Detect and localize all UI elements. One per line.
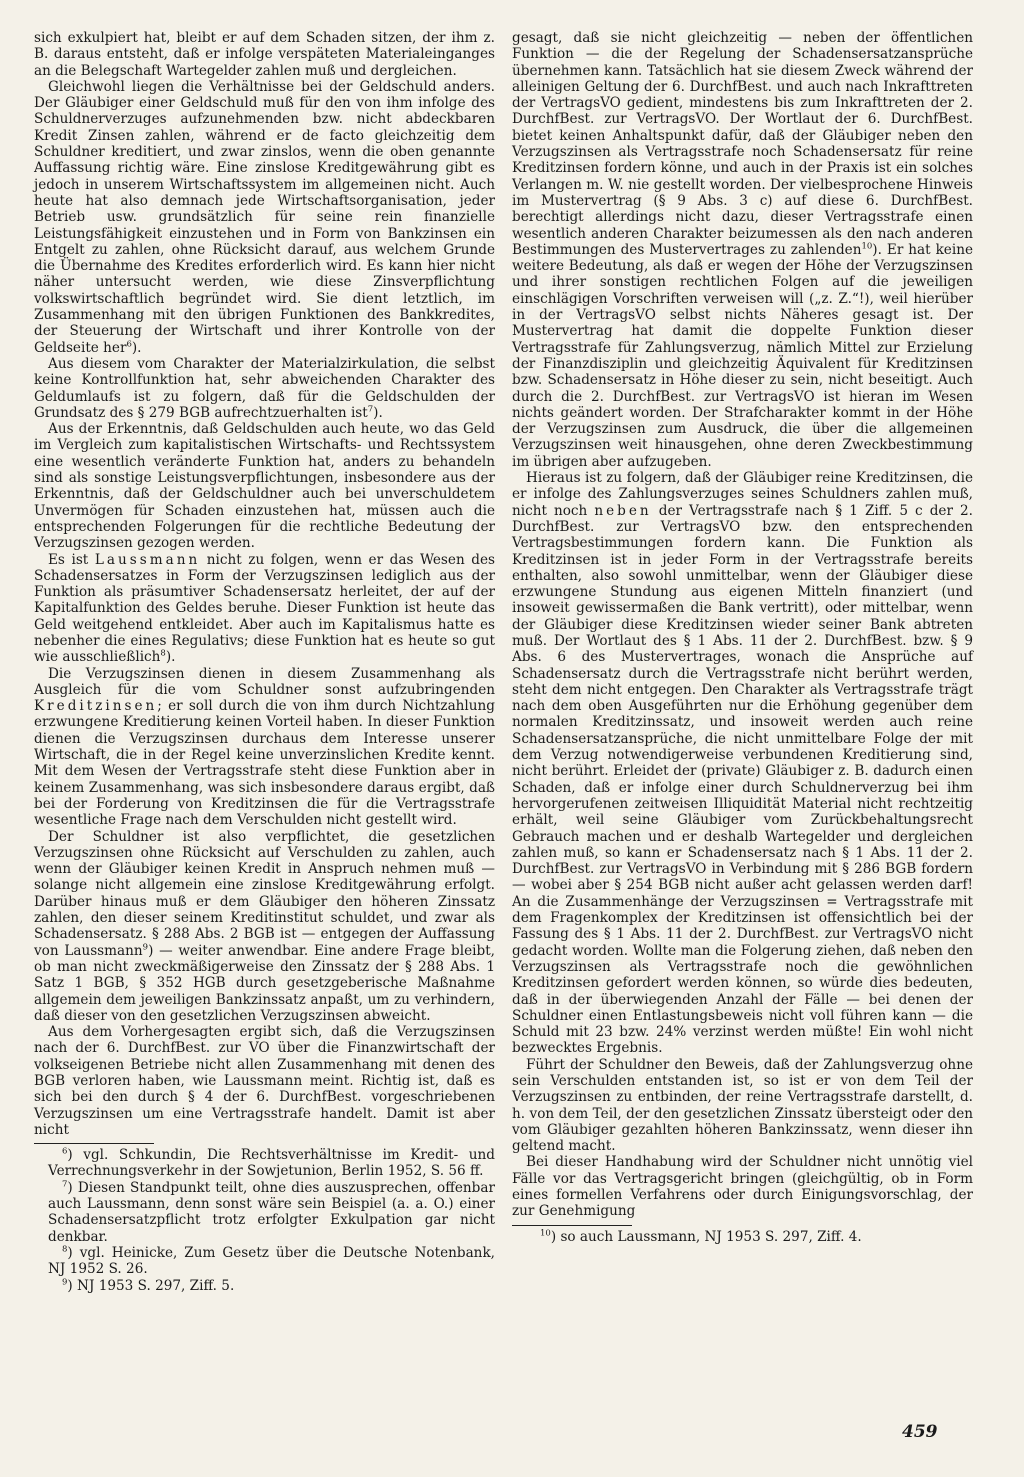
paragraph: Aus dem Vorhergesagten ergibt sich, daß die Verzugszinsen nach der 6. DurchfBest. zur VO über die Finanzwirtschaft der volkseigenen Betriebe nicht allen Zusammenhang mit denen des BGB verloren haben, wie Laussmann meint. Richtig ist, daß es sich bei den durch § 4 der 6. DurchfBest. vorgeschriebenen Verzugszinsen um eine Vertragsstrafe handelt. Damit ist aber nicht: [34, 1024, 495, 1138]
footnote: $^9$) NJ 1953 S. 297, Ziff. 5.: [62, 1277, 235, 1294]
paragraph: gesagt, daß sie nicht gleichzeitig — neben der öffentlichen Funktion — die der Regelung der Schadensersatzansprüche übernehmen kann. Tatsächlich hat sie diesem Zweck während der alleinigen Geltung der 6. DurchfBest. und auch nach Inkrafttreten der VertragsVO gedient, mindestens bis zum Inkrafttreten der 2. DurchfBest. zur VertragsVO. Der Wortlaut der 6. DurchfBest. bietet keinen Anhaltspunkt dafür, daß der Gläubiger neben den Verzugszinsen als Vertragsstrafe noch Schadensersatz für reine Kreditzinsen fordern könne, und auch in der Praxis ist ein solches Verlangen m. W. nie gestellt worden. Der vielbesprochene Hinweis im Mustervertrag (§ 9 Abs. 3 c) auf diese 6. DurchfBest. berechtigt allerdings nicht dazu, dieser Vertragsstrafe einen wesentlich anderen Charakter beizumessen als den nach anderen Bestimmungen des Mustervertrages zu zahlenden$^{10}$). Er hat keine weitere Bedeutung, als daß er wegen der Höhe der Verzugszinsen und ihrer sonstigen rechtlichen Folgen auf die jeweiligen einschlägigen Vorschriften verweisen will („z. Z.“!), weil hierüber in der VertragsVO selbst nichts Näheres gesagt ist. Der Mustervertrag hat damit die doppelte Funktion dieser Vertragsstrafe für Zahlungsverzug, nämlich Mittel zur Erzielung der Finanzdisziplin und gleichzeitig Äquivalent für Kreditzinsen bzw. Schadensersatz in Höhe dieser zu sein, nicht beseitigt. Auch durch die 2. DurchfBest. zur VertragsVO ist hieran im Wesen nichts geändert worden. Der Strafcharakter kommt in der Höhe der Verzugszinsen zum Ausdruck, die über die allgemeinen Verzugszinsen weit hinausgehen, ohne deren Zweckbestimmung im übrigen aber aufzugeben.: [512, 30, 973, 470]
paragraph: sich exkulpiert hat, bleibt er auf dem Schaden sitzen, der ihm z. B. daraus entsteht, daß er infolge verspäteten Materialeinganges an die Belegschaft Wartegelder zahlen muß und dergleichen.: [34, 30, 495, 79]
paragraph: Hieraus ist zu folgern, daß der Gläubiger reine Kreditzinsen, die er infolge des Zahlungsverzuges seines Schuldners zahlen muß, nicht noch neben der Vertragsstrafe nach § 1 Ziff. 5 c der 2. DurchfBest. zur VertragsVO bzw. den entsprechenden Vertragsbestimmungen fordern kann. Die Funktion als Kreditzinsen ist in jeder Form in der Vertragsstrafe bereits enthalten, also sowohl unmittelbar, wenn der Gläubiger diese erzwungene Stundung aus eigenen Mitteln finanziert (und insoweit gewissermaßen die Bank vertritt), oder mittelbar, wenn der Gläubiger diese Kreditzinsen wieder seiner Bank abtreten muß. Der Wortlaut des § 1 Abs. 11 der 2. DurchfBest. bzw. § 9 Abs. 6 des Mustervertrages, wonach die Ansprüche auf Schadensersatz durch die Vertragsstrafe nicht berührt werden, steht dem nicht entgegen. Den Charakter als Vertragsstrafe trägt nach dem oben Ausgeführten nur die Erhöhung gegenüber dem normalen Kreditzinssatz, und insoweit werden auch reine Schadensersatzansprüche, die nicht unmittelbare Folge der mit dem Verzug notwendigerweise verbundenen Kreditierung sind, nicht berührt. Erleidet der (private) Gläubiger z. B. dadurch einen Schaden, daß er infolge einer durch Schuldnerverzug bei ihm hervorgerufenen zeitweisen Illiquidität Material nicht rechtzeitig erhält, weil seine Gläubiger vom Zurückbehaltungsrecht Gebrauch machen und er deshalb Wartegelder und dergleichen zahlen muß, so kann er Schadensersatz nach § 1 Abs. 11 der 2. DurchfBest. zur VertragsVO in Verbindung mit § 286 BGB fordern — wobei aber § 254 BGB nicht außer acht gelassen werden darf! An die Zusammenhänge der Verzugszinsen = Vertragsstrafe mit dem Fragenkomplex der Kreditzinsen ist offensichtlich bei der Fassung des § 1 Abs. 11 der 2. DurchfBest. zur VertragsVO nicht gedacht worden. Wollte man die Folgerung ziehen, daß neben den Verzugszinsen als Vertragsstrafe noch die gewöhnlichen Kreditzinsen gefordert werden können, so würde dies bedeuten, daß in der überwiegenden Anzahl der Fälle — bei denen der Schuldner einen Entlastungsbeweis nicht voll führen kann — die Schuld mit 23 bzw. 24% verzinst werden müßte! Ein wohl nicht bezwecktes Ergebnis.: [512, 470, 973, 1057]
footnote: $^7$) Diesen Standpunkt teilt, ohne dies auszusprechen, offenbar auch Laussmann, denn sonst wäre sein Beispiel (a. a. O.) einer Schadensersatzpflicht trotz erfolgter Exkulpation gar nicht denkbar.: [48, 1179, 495, 1245]
paragraph: Die Verzugszinsen dienen in diesem Zusammenhang als Ausgleich für die vom Schuldner sonst aufzubringenden Kreditzinsen; er soll durch die von ihm durch Nichtzahlung erzwungene Kreditierung keinen Vorteil haben. In dieser Funktion dienen die Verzugszinsen durchaus dem Interesse unserer Wirtschaft, die in der Regel keine unverzinslichen Kredite kennt. Mit dem Wesen der Vertragsstrafe steht diese Funktion aber in keinem Zusammenhang, was sich insbesondere daraus ergibt, daß bei der Forderung von Kreditzinsen die für die Vertragsstrafe wesentliche Frage nach dem Verschulden nicht gestellt wird.: [34, 665, 495, 829]
paragraph: Bei dieser Handhabung wird der Schuldner nicht unnötig viel Fälle vor das Vertragsgericht bringen (gleichgültig, ob in Form eines formellen Verfahrens oder durch Einigungsvorschlag, der zur Genehmigung: [512, 1154, 973, 1220]
footnote-ref: 9: [142, 942, 149, 953]
footnote: $^8$) vgl. Heinicke, Zum Gesetz über die Deutsche Notenbank, NJ 1952 S. 26.: [48, 1244, 495, 1278]
paragraph: Führt der Schuldner den Beweis, daß der Zahlungsverzug ohne sein Verschulden entstanden ist, so ist er von dem Teil der Verzugszinsen zu entbinden, der reine Vertragsstrafe darstellt, d. h. von dem Teil, der den gesetzlichen Zinssatz übersteigt oder den vom Gläubiger gezahlten höheren Bankzinssatz, wenn dieser ihn geltend macht.: [512, 1056, 973, 1155]
footnote-divider: [34, 1143, 154, 1144]
spaced-term: neben: [594, 502, 652, 519]
footnote-ref: 10: [861, 241, 873, 252]
paragraph: Gleichwohl liegen die Verhältnisse bei der Geldschuld anders. Der Gläubiger einer Geldschuld muß für den von ihm infolge des Schuldnerverzuges aufzunehmenden bzw. nicht abdeckbaren Kredit Zinsen zahlen, während er de facto gleichzeitig dem Schuldner kreditiert, und zwar zinslos, wenn die oben genannte Auffassung richtig wäre. Eine zinslose Kreditgewährung gibt es jedoch in unserem Wirtschaftssystem im allgemeinen nicht. Auch heute hat also demnach jede Wirtschaftsorganisation, jeder Betrieb usw. grundsätzlich für seine rein finanzielle Leistungsfähigkeit einzustehen und in Form von Bankzinsen ein Entgelt zu zahlen, ohne Rücksicht darauf, aus welchem Grunde die Übernahme des Kredites erforderlich wird. Es kann hier nicht näher untersucht werden, wie diese Zinsverpflichtung volkswirtschaftlich begründet wird. Sie dient letztlich, im Zusammenhang mit den übrigen Funktionen des Bankkredites, der Steuerung der Wirtschaft und ihrer Kontrolle von der Geldseite her$^6$).: [34, 78, 495, 356]
footnotes: [512, 1229, 973, 1245]
paragraph: Es ist Laussmann nicht zu folgen, wenn er das Wesen des Schadensersatzes in Form der Verzugszinsen lediglich aus der Funktion als präsumtiver Schadensersatz herleitet, der auf der Kapitalfunktion des Geldes beruhe. Dieser Funktion ist heute das Geld weitgehend entkleidet. Aber auch im Kapitalismus hatte es nebenher die eines Regulativs; diese Funktion hat es heute so gut wie ausschließlich$^8$).: [34, 551, 496, 666]
paragraph: Aus der Erkenntnis, daß Geldschulden auch heute, wo das Geld im Vergleich zum kapitalistischen Wirtschafts- und Rechtssystem eine wesentlich veränderte Funktion hat, anders zu behandeln sind als sonstige Leistungsverpflichtungen, insbesondere aus der Erkenntnis, daß der Geldschuldner auch bei unverschuldetem Unvermögen für Schaden einzustehen hat, müssen auch die entsprechenden Folgerungen für die rechtliche Bedeutung der Verzugszinsen gezogen werden.: [34, 421, 495, 552]
page-number: 459: [902, 1422, 938, 1442]
right-column: [512, 30, 973, 1245]
footnote: $^{10}$) so auch Laussmann, NJ 1953 S. 297, Ziff. 4.: [540, 1228, 862, 1245]
left-column: [34, 30, 495, 1294]
footnote-divider: [512, 1225, 632, 1226]
footnote-ref: 7: [367, 404, 374, 415]
footnote: $^6$) vgl. Schkundin, Die Rechtsverhältnisse im Kredit- und Verrechnungsverkehr in der Sowjetunion, Berlin 1952, S. 56 ff.: [48, 1146, 495, 1180]
paragraph: Der Schuldner ist also verpflichtet, die gesetzlichen Verzugszinsen ohne Rücksicht auf Verschulden zu zahlen, auch wenn der Gläubiger keinen Kredit in Anspruch nehmen muß — solange nicht allgemein eine zinslose Kreditgewährung erfolgt. Darüber hinaus muß er dem Gläubiger den höheren Zinssatz zahlen, den dieser seinem Kreditinstitut schuldet, und zwar als Schadensersatz. § 288 Abs. 2 BGB ist — entgegen der Auffassung von Laussmann$^9$) — weiter anwendbar. Eine andere Frage bleibt, ob man nicht zweckmäßigerweise den Zinssatz der § 288 Abs. 1 Satz 1 BGB, § 352 HGB durch gesetzgeberische Maßnahme allgemein dem jeweiligen Bankzinssatz anpaßt, um zu verhindern, daß dieser von den gesetzlichen Verzugszinsen abweicht.: [34, 828, 495, 1024]
spaced-name: Laussmann: [94, 551, 201, 568]
footnote-ref: 8: [160, 648, 166, 659]
footnote-ref: 6: [126, 339, 132, 350]
footnotes: [34, 1147, 495, 1294]
paragraph: Aus diesem vom Charakter der Materialzirkulation, die selbst keine Kontrollfunktion hat, sehr abweichenden Charakter des Geldumlaufs ist zu folgern, daß für die Geldschulden der Grundsatz des § 279 BGB aufrechtzuerhalten ist$^7$).: [34, 355, 495, 421]
spaced-term: Kreditzinsen: [34, 698, 158, 715]
